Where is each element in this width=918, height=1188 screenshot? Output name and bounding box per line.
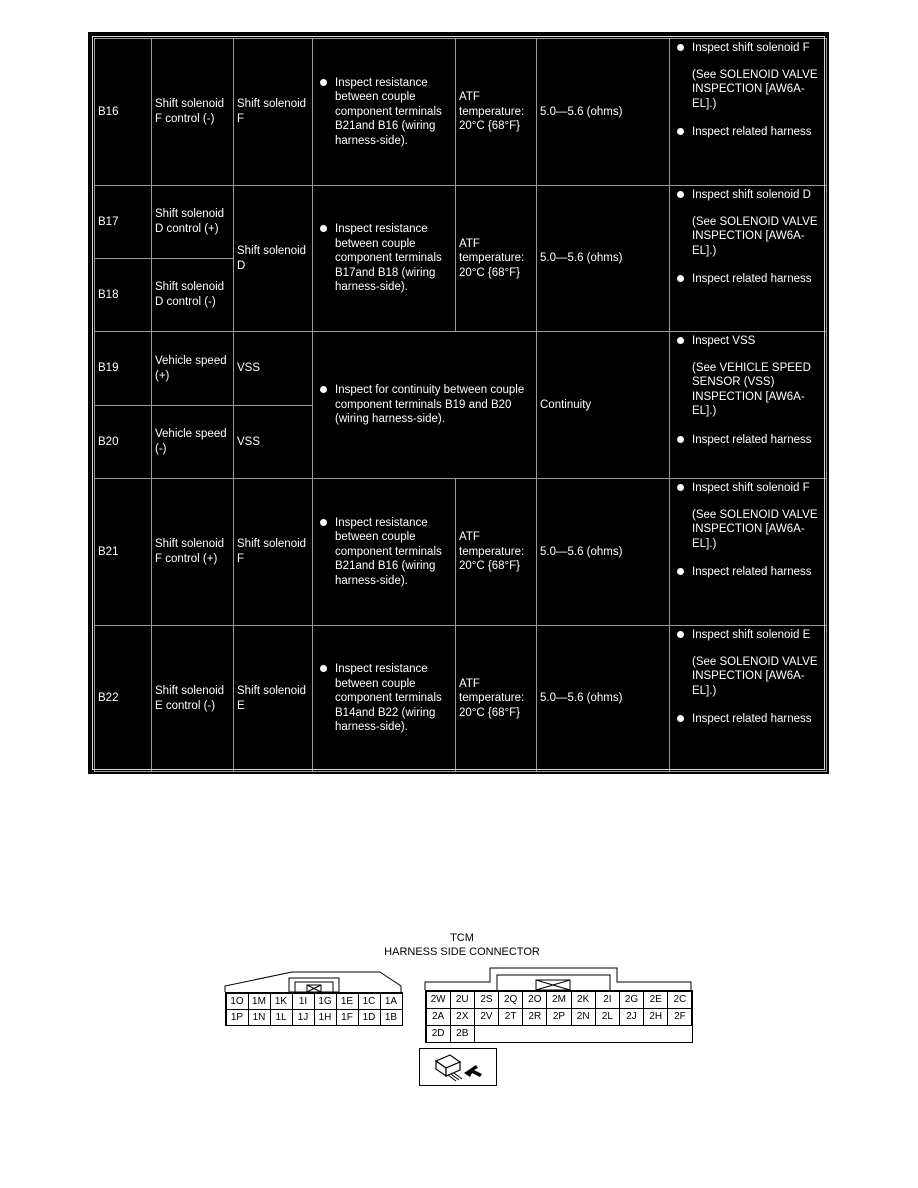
table-row	[95, 186, 827, 259]
table-row	[95, 39, 827, 186]
table-row	[95, 626, 827, 772]
action-note: (See VEHICLE SPEED SENSOR (VSS) INSPECTION [AW6A-EL].)	[692, 361, 811, 418]
test-item-text: Inspect resistance between couple component terminals B14and B22 (wiring harness-side).	[316, 662, 452, 735]
tcm-connector-diagram	[222, 930, 702, 1090]
action-item: Inspect shift solenoid E	[673, 628, 823, 643]
terminal-cell: B21	[95, 479, 152, 626]
signal-cell: Shift solenoid D control (+)	[152, 186, 234, 259]
terminal-cell: B20	[95, 406, 152, 479]
connector-pin: 2E	[643, 991, 668, 1009]
connector-pin: 2R	[522, 1008, 547, 1026]
action-cell	[670, 479, 827, 626]
connector-pin: 1A	[380, 993, 403, 1010]
signal-cell: Vehicle speed (+)	[152, 332, 234, 406]
action-cell	[670, 39, 827, 186]
condition-cell: ATF temperature: 20°C {68°F}	[456, 39, 537, 186]
connected-to-cell: VSS	[234, 406, 313, 479]
inspection-table-frame	[88, 32, 829, 774]
action-cell	[670, 186, 827, 332]
connector-pin: 2O	[522, 991, 547, 1009]
connector-pin: 2U	[450, 991, 475, 1009]
terminal-cell: B19	[95, 332, 152, 406]
connector-pin: 2L	[595, 1008, 620, 1026]
connector-pin: 1F	[336, 1009, 359, 1026]
connector-pin: 2J	[619, 1008, 644, 1026]
spec-cell: 5.0—5.6 (ohms)	[537, 479, 670, 626]
test-item-text: Inspect for continuity between couple component terminals B19 and B20 (wiring harness-side).	[316, 383, 533, 427]
connected-to-cell: Shift solenoid D	[234, 186, 313, 332]
connector-pin: 1K	[270, 993, 293, 1010]
connector-pin: 2X	[450, 1008, 475, 1026]
connector-pin: 2N	[571, 1008, 596, 1026]
signal-cell: Shift solenoid F control (-)	[152, 39, 234, 186]
connector-pin: 1N	[248, 1009, 271, 1026]
spec-cell: Continuity	[537, 332, 670, 479]
connector-pin: 2G	[619, 991, 644, 1009]
connector-pin: 1P	[226, 1009, 249, 1026]
terminal-cell: B16	[95, 39, 152, 186]
connected-to-cell: Shift solenoid F	[234, 39, 313, 186]
test-item-text: Inspect resistance between couple component terminals B21and B16 (wiring harness-side).	[316, 516, 452, 589]
action-item: Inspect related harness	[673, 565, 823, 580]
connected-to-cell: VSS	[234, 332, 313, 406]
action-cell	[670, 332, 827, 479]
signal-cell: Shift solenoid D control (-)	[152, 259, 234, 332]
connector-pin: 2S	[474, 991, 499, 1009]
action-item: Inspect related harness	[673, 712, 823, 727]
action-item: Inspect related harness	[673, 125, 823, 140]
connector-pin: 2M	[546, 991, 571, 1009]
table-row	[95, 332, 827, 406]
test-item-text: Inspect resistance between couple component terminals B17and B18 (wiring harness-side).	[316, 222, 452, 295]
connector-pin: 2P	[546, 1008, 571, 1026]
test-item-cell	[313, 626, 456, 772]
connector-pin: 2F	[667, 1008, 692, 1026]
connector-pin: 1L	[270, 1009, 293, 1026]
signal-cell: Vehicle speed (-)	[152, 406, 234, 479]
condition-cell: ATF temperature: 20°C {68°F}	[456, 479, 537, 626]
connector-pin: 2V	[474, 1008, 499, 1026]
spec-cell: 5.0—5.6 (ohms)	[537, 626, 670, 772]
action-item: Inspect VSS	[673, 334, 823, 349]
connector-title: TCM	[450, 932, 474, 944]
connector-pin: 2W	[426, 991, 451, 1009]
signal-cell: Shift solenoid F control (+)	[152, 479, 234, 626]
terminal-cell: B18	[95, 259, 152, 332]
terminal-cell: B17	[95, 186, 152, 259]
connector-pin: 2I	[595, 991, 620, 1009]
connector-pin: 2B	[450, 1025, 475, 1043]
test-item-cell	[313, 186, 456, 332]
connector-pin: 2H	[643, 1008, 668, 1026]
connector-pin: 2A	[426, 1008, 451, 1026]
inspection-table	[94, 38, 827, 772]
connected-to-cell: Shift solenoid E	[234, 626, 313, 772]
test-item-cell	[313, 479, 456, 626]
connected-to-cell: Shift solenoid F	[234, 479, 313, 626]
spec-cell: 5.0—5.6 (ohms)	[537, 39, 670, 186]
connector-pin: 1H	[314, 1009, 337, 1026]
connector-subtitle: HARNESS SIDE CONNECTOR	[384, 946, 540, 958]
condition-cell: ATF temperature: 20°C {68°F}	[456, 626, 537, 772]
action-cell	[670, 626, 827, 772]
terminal-cell: B22	[95, 626, 152, 772]
test-item-text: Inspect resistance between couple component terminals B21and B16 (wiring harness-side).	[316, 76, 452, 149]
connector-pin: 1E	[336, 993, 359, 1010]
action-note: (See SOLENOID VALVE INSPECTION [AW6A-EL].)	[692, 508, 818, 550]
action-note: (See SOLENOID VALVE INSPECTION [AW6A-EL].)	[692, 655, 818, 697]
action-item: Inspect shift solenoid D	[673, 188, 823, 203]
signal-cell: Shift solenoid E control (-)	[152, 626, 234, 772]
connector-pin: 1O	[226, 993, 249, 1010]
connector-pin: 2D	[426, 1025, 451, 1043]
action-item: Inspect shift solenoid F	[673, 41, 823, 56]
connector-block-1	[225, 992, 403, 1026]
connector-pin: 1G	[314, 993, 337, 1010]
test-item-cell	[313, 39, 456, 186]
connector-pin: 1D	[358, 1009, 381, 1026]
action-note: (See SOLENOID VALVE INSPECTION [AW6A-EL].)	[692, 68, 818, 110]
connector-pin: 1B	[380, 1009, 403, 1026]
test-item-cell	[313, 332, 537, 479]
connector-pin: 2C	[667, 991, 692, 1009]
connector-pin: 2T	[498, 1008, 523, 1026]
action-note: (See SOLENOID VALVE INSPECTION [AW6A-EL].)	[692, 215, 818, 257]
connector-pin: 2Q	[498, 991, 523, 1009]
table-row	[95, 479, 827, 626]
connector-pin: 2K	[571, 991, 596, 1009]
connector-pin: 1J	[292, 1009, 315, 1026]
spec-cell: 5.0—5.6 (ohms)	[537, 186, 670, 332]
condition-cell: ATF temperature: 20°C {68°F}	[456, 186, 537, 332]
harness-side-view-icon	[419, 1048, 497, 1086]
connector-block-2	[425, 990, 693, 1043]
connector-pin: 1I	[292, 993, 315, 1010]
action-item: Inspect related harness	[673, 272, 823, 287]
action-item: Inspect shift solenoid F	[673, 481, 823, 496]
connector-pin: 1M	[248, 993, 271, 1010]
connector-pin: 1C	[358, 993, 381, 1010]
action-item: Inspect related harness	[673, 433, 823, 448]
